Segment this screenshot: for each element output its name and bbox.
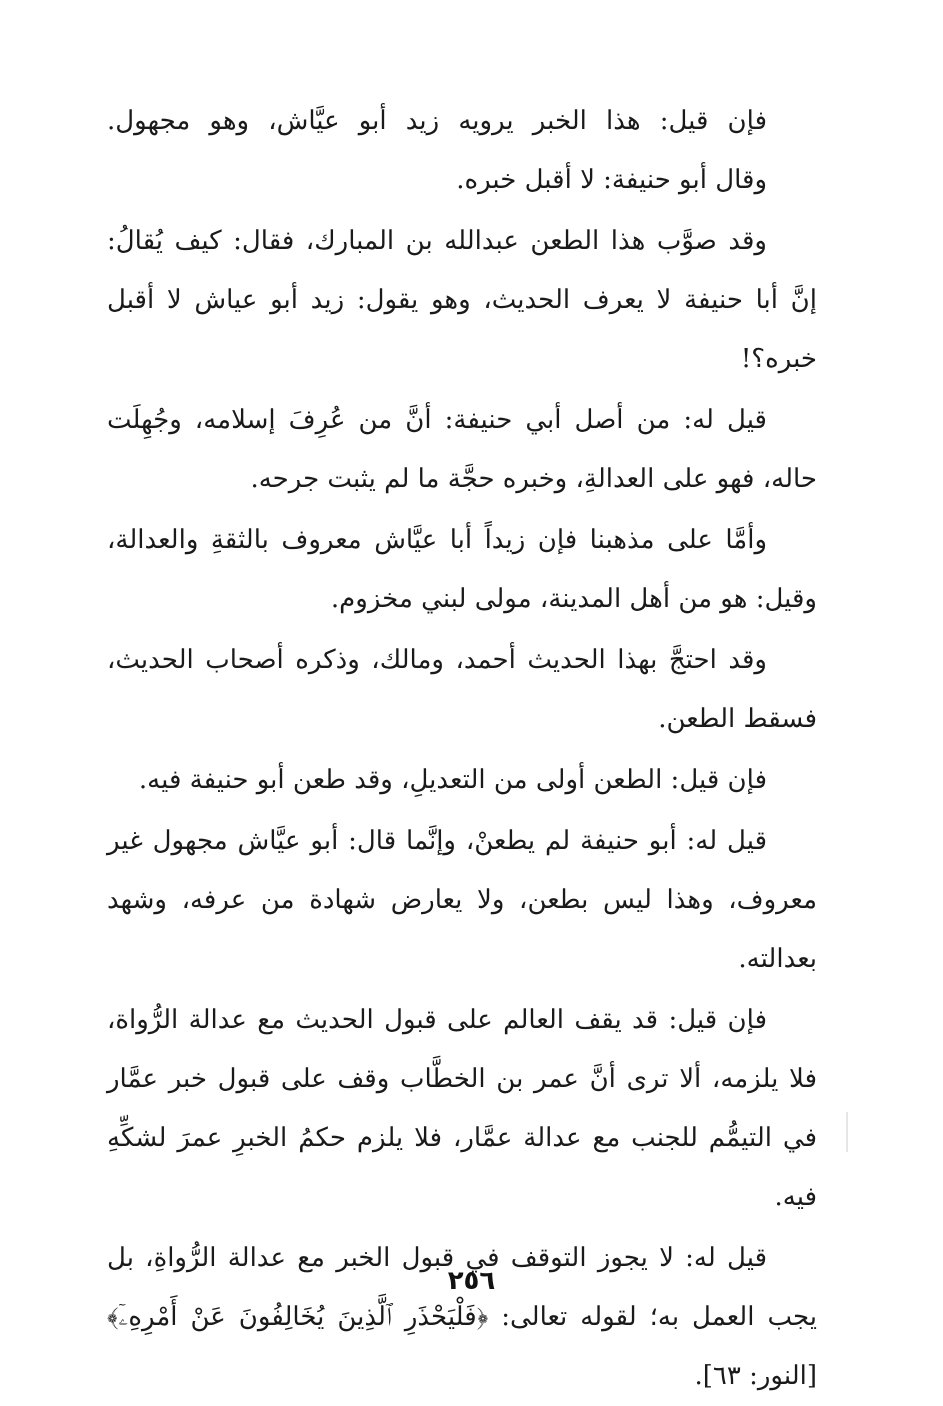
paragraph-2: وقال أبو حنيفة: لا أقبل خبره. bbox=[456, 165, 767, 195]
body-text bbox=[107, 92, 817, 1406]
paragraph-8: قيل له: أبو حنيفة لم يطعنْ، وإنَّما قال: أبو عيَّاش مجهول غير معروف، وهذا ليس بطعن، ولا يعارض شهادة من عرفه، وشهد بعدالته. bbox=[107, 826, 817, 974]
paragraph-10: قيل له: لا يجوز التوقف في قبول الخبر مع عدالة الرُّواةِ، بل يجب العمل به؛ لقوله تعالى: ﴿فَلْيَحْذَرِ ٱلَّذِينَ يُخَالِفُونَ عَنْ أَمْرِهِۦٓ﴾[النور: ٦٣]. bbox=[107, 1243, 817, 1391]
paragraph-9: فإن قيل: قد يقف العالم على قبول الحديث مع عدالة الرُّواة، فلا يلزمه، ألا ترى أنَّ عمر بن الخطَّاب وقف على قبول خبر عمَّار في التيمُّم للجنب مع عدالة عمَّار، فلا يلزم حكمُ الخبرِ عمرَ لشكِّهِ فيه. bbox=[107, 1005, 817, 1212]
paragraph-5: وأمَّا على مذهبنا فإن زيداً أبا عيَّاش معروف بالثقةِ والعدالة، وقيل: هو من أهل المدينة، مولى لبني مخزوم. bbox=[107, 525, 817, 614]
page-number: ٢٥٦ bbox=[447, 1266, 496, 1296]
paragraph-3: وقد صوَّب هذا الطعن عبدالله بن المبارك، فقال: كيف يُقالُ: إنَّ أبا حنيفة لا يعرف الحديث، وهو يقول: زيد أبو عياش لا أقبل خبره؟! bbox=[107, 226, 817, 374]
paragraph-7: فإن قيل: الطعن أولى من التعديلِ، وقد طعن أبو حنيفة فيه. bbox=[138, 765, 767, 795]
margin-mark bbox=[846, 1112, 848, 1152]
paragraph-6: وقد احتجَّ بهذا الحديث أحمد، ومالك، وذكره أصحاب الحديث، فسقط الطعن. bbox=[107, 645, 817, 734]
paragraph-1: فإن قيل: هذا الخبر يرويه زيد أبو عيَّاش، وهو مجهول. bbox=[107, 106, 767, 136]
paragraph-4: قيل له: من أصل أبي حنيفة: أنَّ من عُرِفَ إسلامه، وجُهِلَت حاله، فهو على العدالةِ، وخبره حجَّة ما لم يثبت جرحه. bbox=[107, 405, 817, 494]
